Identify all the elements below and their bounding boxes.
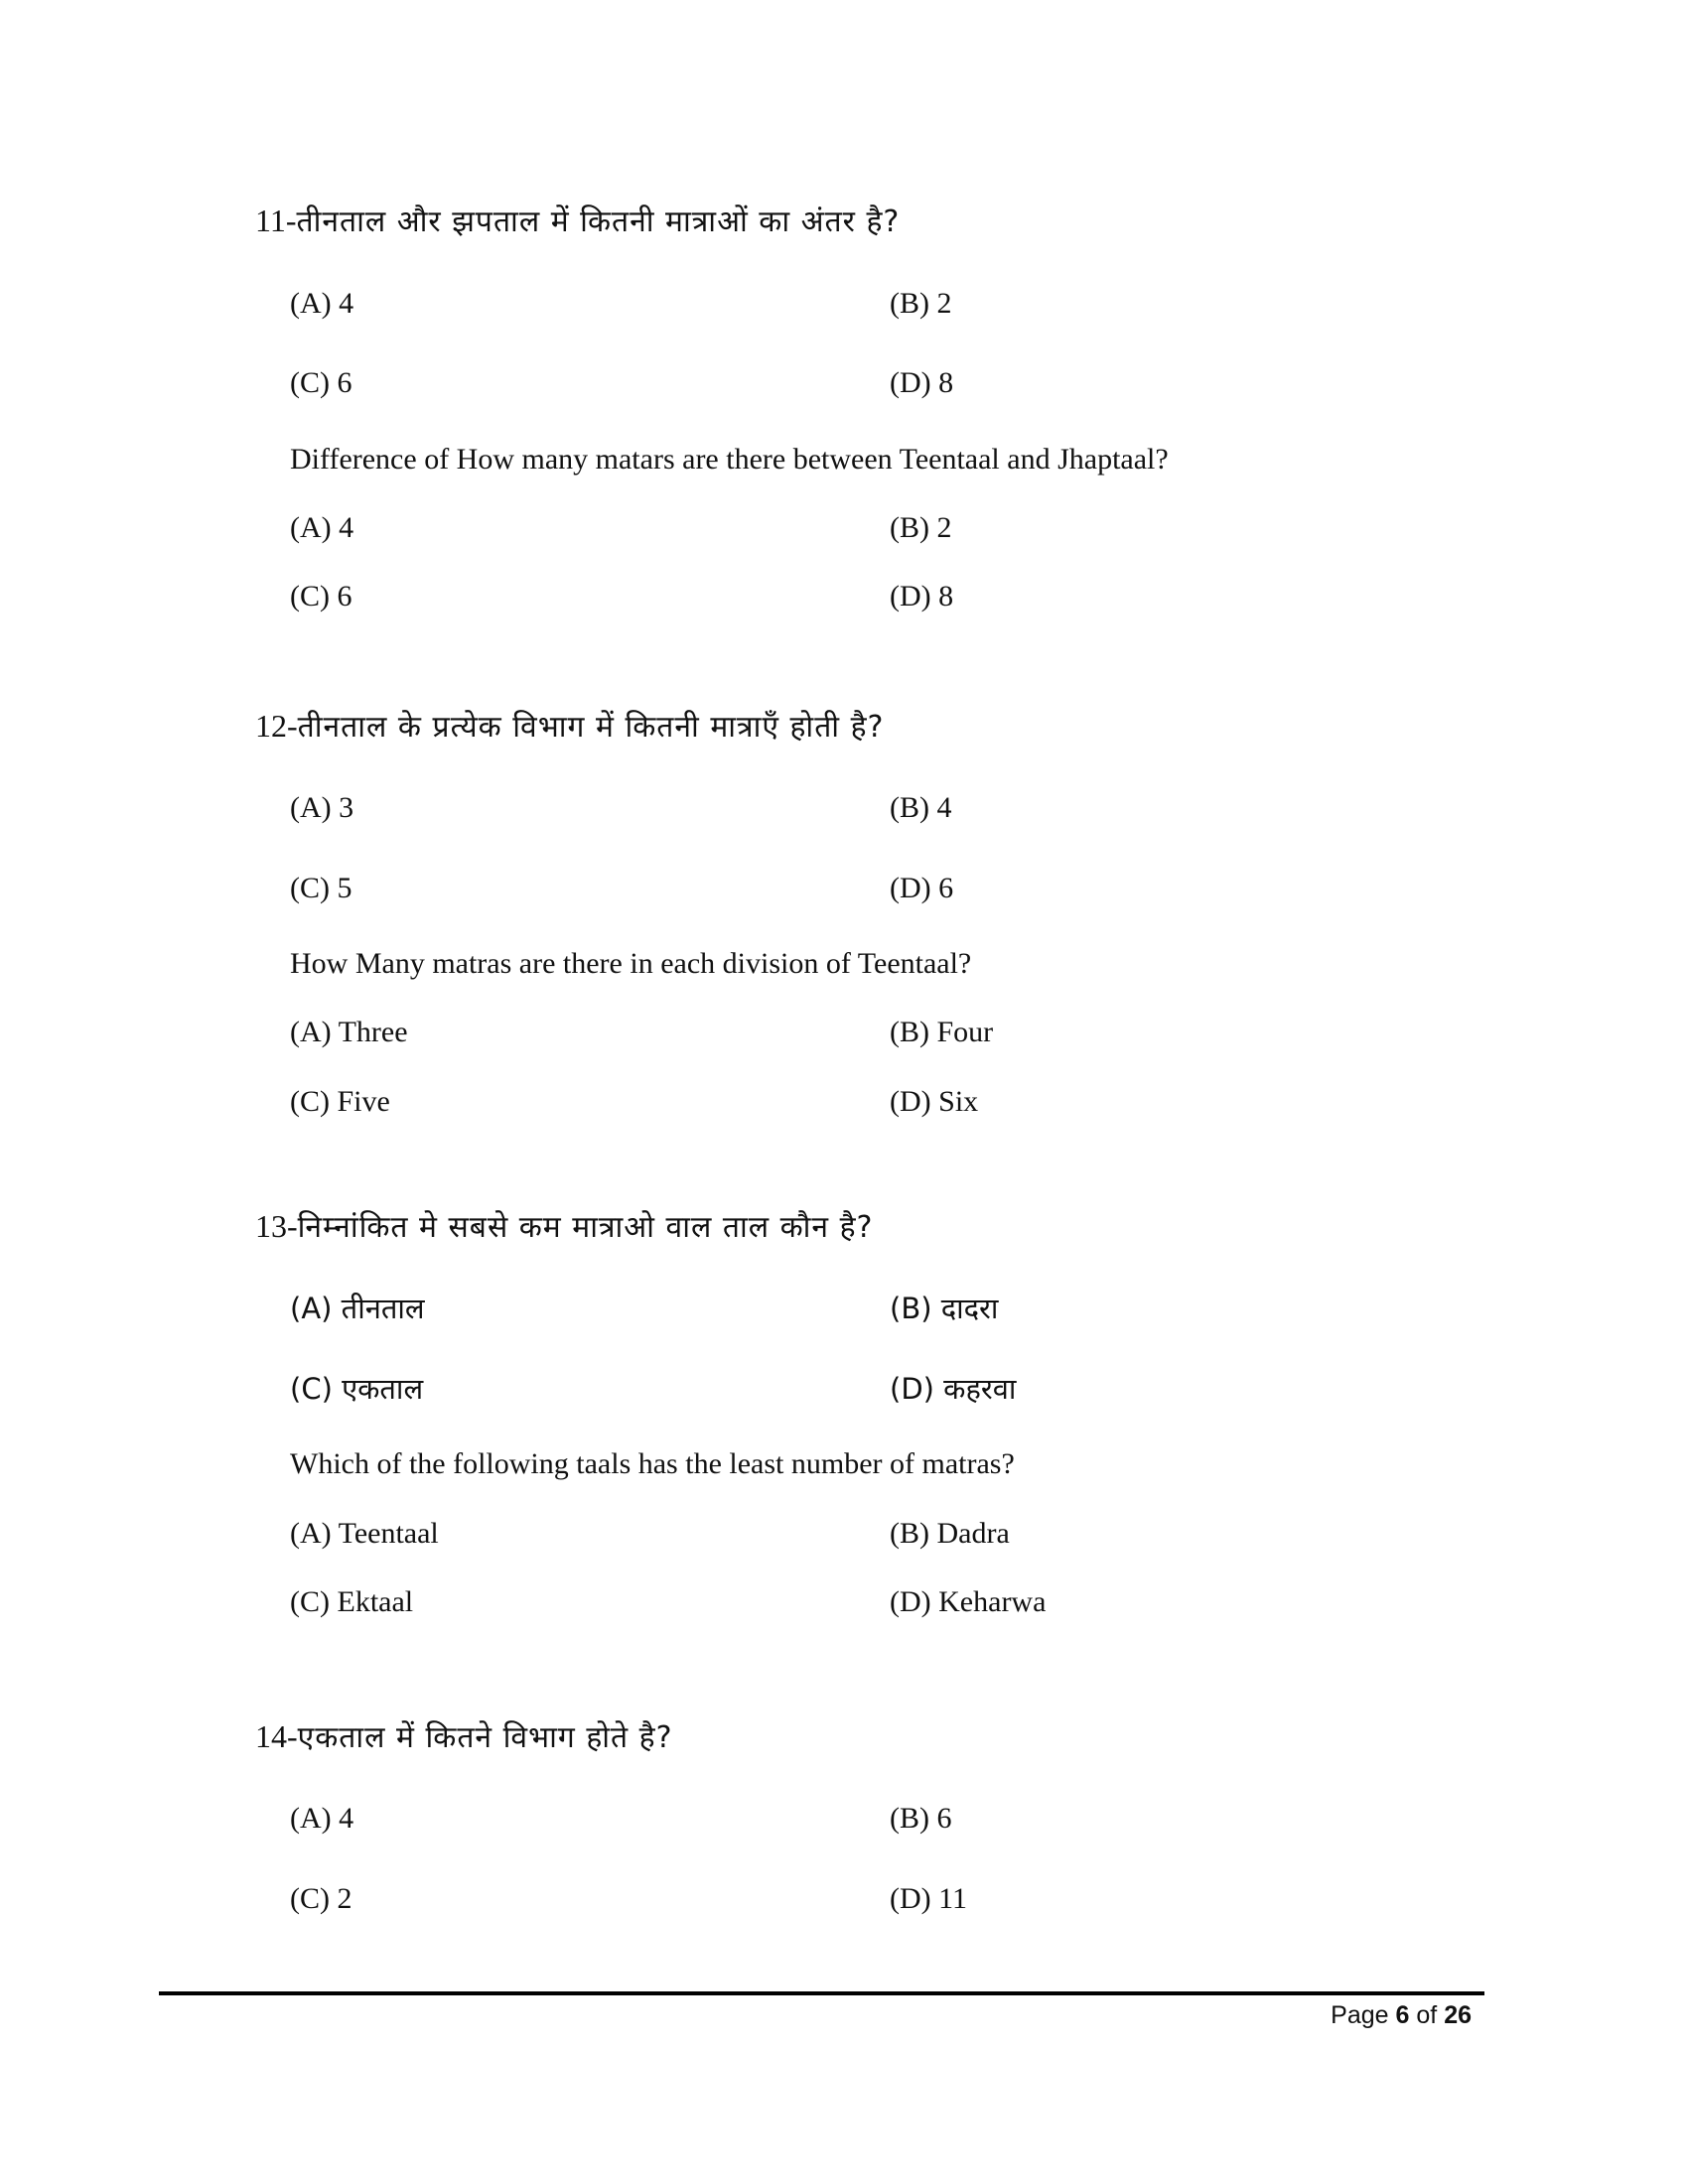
of-label: of	[1416, 2001, 1438, 2029]
total-pages: 26	[1444, 2001, 1472, 2029]
question-12-english: How Many matras are there in each division of Teentaal?	[290, 947, 972, 980]
option-a: (A) 4	[290, 287, 354, 320]
option-text: (C) एकताल	[290, 1372, 424, 1406]
option-b-english: (B) 2	[890, 511, 952, 544]
option-b	[890, 1289, 998, 1328]
page-label: Page	[1331, 2001, 1389, 2029]
option-a-english: (A) Three	[290, 1016, 408, 1048]
option-a-english: (A) Teentaal	[290, 1517, 439, 1550]
question-text: निम्नांकित मे सबसे कम मात्राओ वाल ताल कौन है?	[297, 1210, 874, 1245]
question-text: तीनताल और झपताल में कितनी मात्राओं का अंतर है?	[296, 205, 901, 239]
option-text: (A) तीनताल	[290, 1292, 425, 1325]
option-c-english: (C) Five	[290, 1085, 390, 1118]
question-13-english: Which of the following taals has the least number of matras?	[290, 1447, 1015, 1480]
question-number: 11-	[255, 203, 297, 238]
option-d-english: (D) 8	[890, 580, 954, 613]
question-13-hindi	[255, 1206, 873, 1246]
option-a: (A) 4	[290, 1802, 354, 1835]
option-c: (C) 6	[290, 366, 352, 399]
page-number	[1331, 2001, 1472, 2030]
current-page: 6	[1395, 2001, 1410, 2029]
option-a: (A) 3	[290, 791, 354, 824]
option-b: (B) 6	[890, 1802, 952, 1835]
question-number: 14-	[255, 1718, 298, 1754]
option-b: (B) 2	[890, 287, 952, 320]
question-11-english: Difference of How many matars are there between Teentaal and Jhaptaal?	[290, 443, 1169, 476]
option-b-english: (B) Dadra	[890, 1517, 1010, 1550]
footer-divider	[159, 1991, 1484, 1995]
question-12-hindi	[255, 706, 884, 746]
option-a-english: (A) 4	[290, 511, 354, 544]
option-b-english: (B) Four	[890, 1016, 994, 1048]
option-d-english: (D) Six	[890, 1085, 979, 1118]
option-c-english: (C) Ektaal	[290, 1585, 414, 1618]
question-text: एकताल में कितने विभाग होते है?	[297, 1720, 673, 1755]
question-11-hindi	[255, 201, 900, 240]
option-d-english: (D) Keharwa	[890, 1585, 1047, 1618]
question-number: 12-	[255, 708, 298, 744]
option-d: (D) 8	[890, 366, 954, 399]
option-b: (B) 4	[890, 791, 952, 824]
option-text: (D) कहरवा	[890, 1372, 1017, 1406]
question-text: तीनताल के प्रत्येक विभाग में कितनी मात्राएँ होती है?	[297, 710, 885, 745]
option-d: (D) 6	[890, 872, 954, 904]
option-c: (C) 5	[290, 872, 352, 904]
option-a	[290, 1289, 425, 1328]
question-number: 13-	[255, 1208, 298, 1244]
question-14-hindi	[255, 1716, 673, 1756]
option-c-english: (C) 6	[290, 580, 352, 613]
option-d: (D) 11	[890, 1882, 968, 1915]
option-c	[290, 1369, 423, 1409]
option-c: (C) 2	[290, 1882, 352, 1915]
option-text: (B) दादरा	[890, 1292, 999, 1325]
option-d	[890, 1369, 1016, 1409]
